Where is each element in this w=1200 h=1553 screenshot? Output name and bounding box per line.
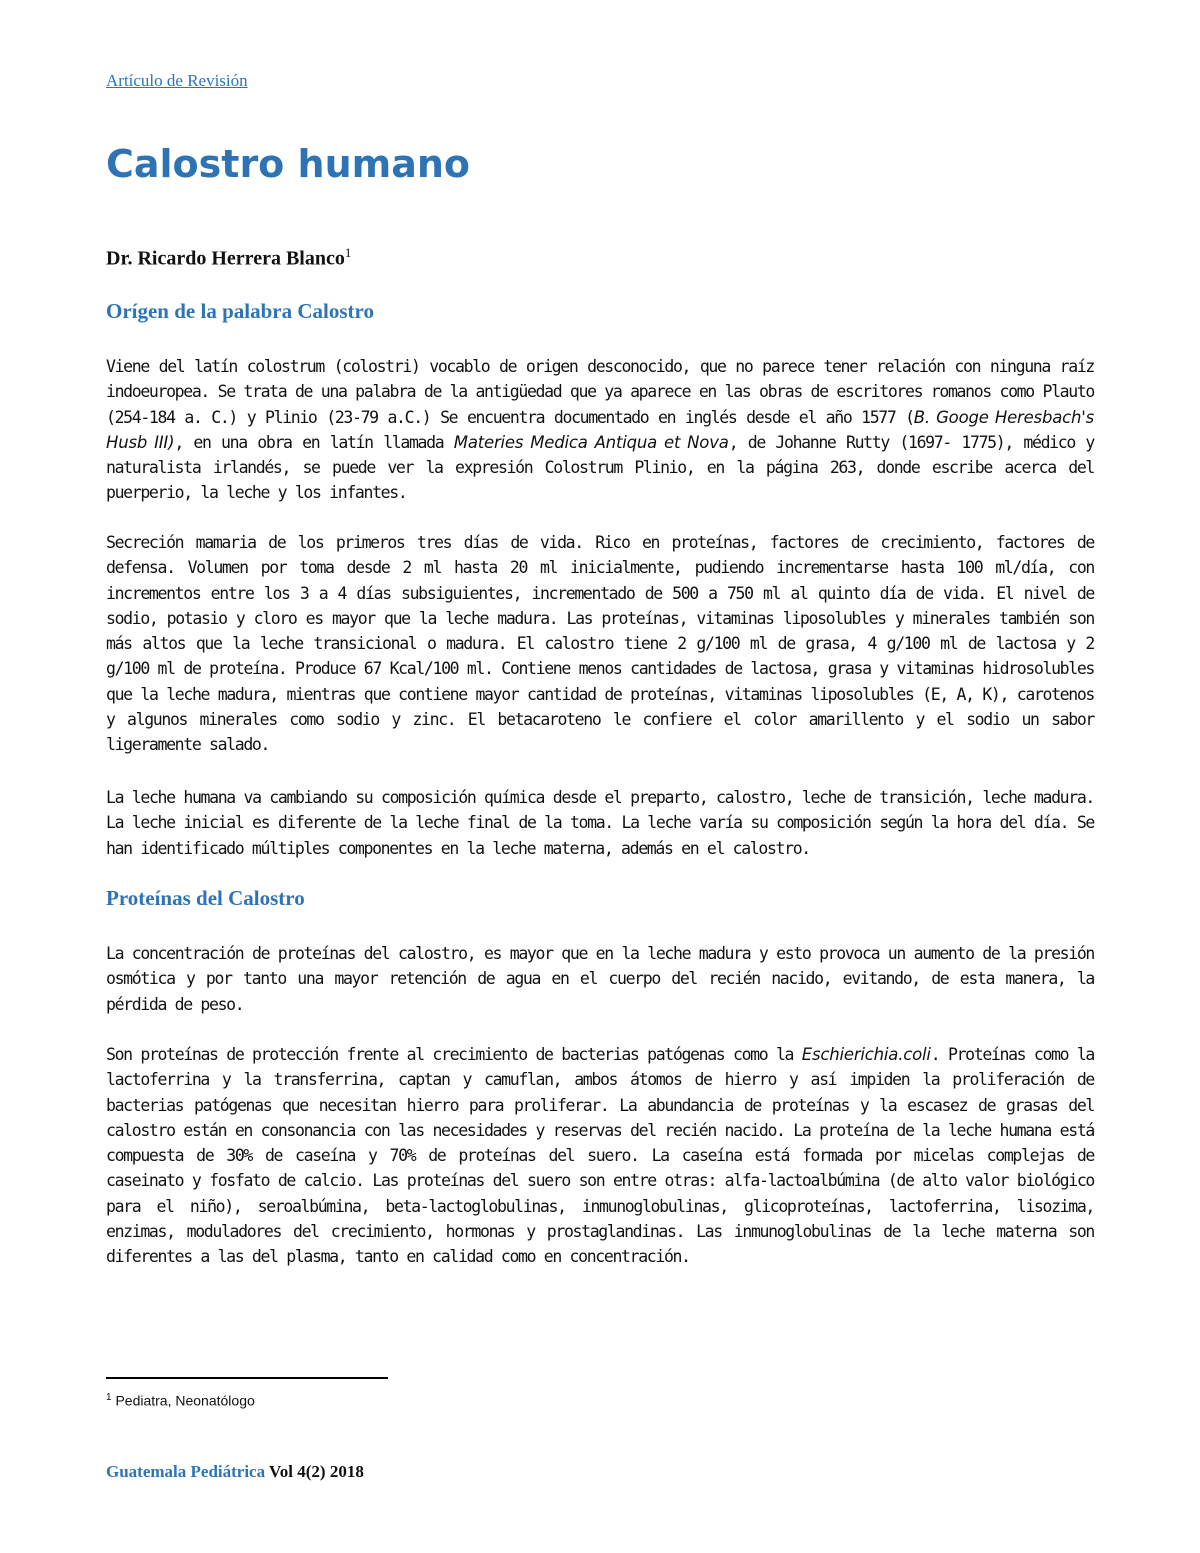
section-label-link[interactable]: Artículo de Revisión	[106, 71, 248, 90]
italic-citation: B. Googe Heresbach's Husb III)	[106, 407, 1094, 452]
paragraph-text: Son proteínas de protección frente al crecimiento de bacterias patógenas como la	[106, 1045, 802, 1064]
page-footer	[106, 1462, 364, 1482]
paragraph-concentracion: La concentración de proteínas del calostro, es mayor que en la leche madura y esto provoca un aumento de la presión osmótica y por tanto una mayor retención de agua en el cuerpo del recién nacido, evitando, de esta manera, la pérdida de peso.	[106, 944, 1094, 1014]
paragraph-text: . Proteínas como la lactoferrina y la transferrina, captan y camuflan, ambos átomos de hierro y así impiden la proliferación de bacterias patógenas que necesitan hierro para proliferar. La abundancia de proteínas y la escasez de grasas del calostro están en consonancia con las necesidades y reservas del recién nacido. La proteína de la leche humana está compuesta de 30% de caseína y 70% de proteínas del suero. La caseína está formada por micelas complejas de caseinato y fosfato de calcio. Las proteínas del suero son entre otras: alfa-lactoalbúmina (de alto valor biológico para el niño), seroalbúmina, beta-lactoglobulinas, inmunoglobulinas, glicoproteínas, lactoferrina, lisozima, enzimas, moduladores del crecimiento, hormonas y prostaglandinas. Las inmunoglobulinas de la leche materna son diferentes a las del plasma, tanto en calidad como en concentración.	[106, 1045, 1094, 1267]
author-name: Dr. Ricardo Herrera Blanco	[106, 247, 345, 270]
italic-work-title: Materies Medica Antiqua et Nova	[453, 432, 729, 452]
paragraph-text: , de Johanne Rutty (1697- 1775), médico y naturalista irlandés, se puede ver la expresión Colostrum Plinio, en la página 263, donde escribe acerca del puerperio, la leche y los infantes.	[106, 432, 1094, 503]
paragraph-composicion: La leche humana va cambiando su composición química desde el preparto, calostro, leche de transición, leche madura. La leche inicial es diferente de la leche final de la toma. La leche varía su composición según la hora del día. Se han identificado múltiples componentes en la leche materna, además en el calostro.	[106, 788, 1094, 858]
footnote-text: Pediatra, Neonatólogo	[111, 1392, 255, 1409]
paragraph-secrecion: Secreción mamaria de los primeros tres días de vida. Rico en proteínas, factores de crecimiento, factores de defensa. Volumen por toma desde 2 ml hasta 20 ml inicialmente, pudiendo incrementarse hasta 100 ml/día, con incrementos entre los 3 a 4 días subsiguientes, incrementado de 500 a 750 ml al quinto día de vida. El nivel de sodio, potasio y cloro es mayor que la leche madura. Las proteínas, vitaminas liposolubles y minerales también son más altos que la leche transicional o madura. El calostro tiene 2 g/100 ml de grasa, 4 g/100 ml de lactosa y 2 g/100 ml de proteína. Produce 67 Kcal/100 ml. Contiene menos cantidades de lactosa, grasa y vitaminas hidrosolubles que la leche madura, mientras que contiene mayor cantidad de proteínas, vitaminas liposolubles (E, A, K), carotenos y algunos minerales como sodio y zinc. El betacaroteno le confiere el color amarillento y el sodio un sabor ligeramente salado.	[106, 533, 1094, 755]
heading-origen: Orígen de la palabra Calostro	[106, 299, 374, 323]
paragraph-text: , en una obra en latín llamada	[174, 432, 454, 452]
footnote	[106, 1392, 255, 1409]
paragraph-text: Viene del latín colostrum (colostri) vocablo de origen desconocido, que no parece tener relación con ninguna raíz indoeuropea. Se trata de una palabra de la antigüedad que ya aparece en las obras de escritores romanos como Plauto (254-184 a. C.) y Plinio (23-79 a.C.) Se encuentra documentado en inglés desde el año 1577 (	[106, 357, 1094, 427]
article-title: Calostro humano	[106, 142, 471, 186]
paragraph-origen-1	[106, 354, 1094, 506]
author-line	[106, 245, 351, 271]
italic-species: Eschierichia.coli	[801, 1045, 931, 1064]
journal-volume: Vol 4(2) 2018	[265, 1462, 364, 1481]
footnote-number: 1	[106, 1392, 112, 1403]
paragraph-proteccion	[106, 1042, 1094, 1270]
heading-proteinas: Proteínas del Calostro	[106, 886, 305, 910]
footnote-divider	[106, 1377, 388, 1379]
journal-name: Guatemala Pediátrica	[106, 1462, 266, 1481]
author-footnote-ref[interactable]: 1	[344, 245, 352, 260]
